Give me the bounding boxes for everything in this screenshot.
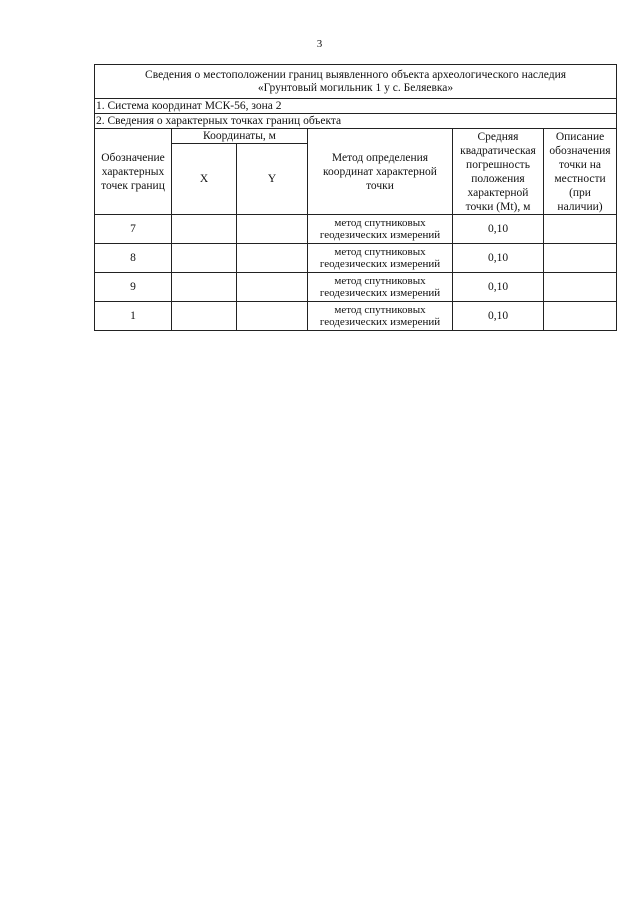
method-line: метод спутниковых: [334, 246, 426, 258]
x-value: [172, 302, 237, 331]
method-line: геодезических измерений: [319, 258, 441, 270]
error-header-line: точки (Mt), м: [465, 200, 531, 213]
x-value: [172, 215, 237, 244]
method-line: геодезических измерений: [319, 287, 441, 299]
description-header-line: точки на: [559, 158, 602, 171]
x-value: [172, 273, 237, 302]
y-value: [237, 273, 308, 302]
method-line: метод спутниковых: [334, 217, 426, 229]
column-header-row-1: [95, 129, 617, 144]
method-value: [308, 302, 453, 331]
method-header-line: координат характерной: [323, 165, 437, 178]
y-value: [237, 302, 308, 331]
point-id: 8: [95, 244, 172, 273]
table-row: [95, 244, 617, 273]
designation-header-line: характерных: [101, 165, 165, 178]
document-title: [95, 65, 617, 99]
error-header: [453, 129, 544, 215]
description-value: [544, 215, 617, 244]
method-value: [308, 273, 453, 302]
error-header-line: квадратическая: [460, 144, 536, 157]
boundary-points-table: [94, 64, 617, 331]
description-header-line: Описание: [555, 130, 605, 143]
error-value: 0,10: [453, 302, 544, 331]
x-value: [172, 244, 237, 273]
title-line-1: Сведения о местоположении границ выявленного объекта археологического наследия: [145, 68, 567, 81]
section-2-row: [95, 114, 617, 129]
description-value: [544, 273, 617, 302]
method-header: [308, 129, 453, 215]
method-line: метод спутниковых: [334, 304, 426, 316]
description-header-line: (при: [569, 186, 591, 199]
error-header-line: погрешность: [466, 158, 530, 171]
error-header-line: положения: [471, 172, 525, 185]
description-value: [544, 244, 617, 273]
method-line: метод спутниковых: [334, 275, 426, 287]
method-line: геодезических измерений: [319, 229, 441, 241]
designation-header: [95, 129, 172, 215]
method-line: геодезических измерений: [319, 316, 441, 328]
table-row: [95, 215, 617, 244]
method-value: [308, 215, 453, 244]
designation-header-line: точек границ: [101, 179, 165, 192]
description-header-line: наличии): [557, 200, 603, 213]
title-row: [95, 65, 617, 99]
description-header-line: местности: [554, 172, 606, 185]
y-header: Y: [237, 144, 308, 215]
title-line-2: «Грунтовый могильник 1 у с. Беляевка»: [257, 81, 454, 94]
method-value: [308, 244, 453, 273]
error-header-line: характерной: [467, 186, 529, 199]
coordinates-header: Координаты, м: [172, 129, 308, 144]
point-id: 7: [95, 215, 172, 244]
error-header-line: Средняя: [477, 130, 519, 143]
page-number: 3: [316, 38, 323, 50]
designation-header-line: Обозначение: [101, 151, 165, 164]
description-header-line: обозначения: [549, 144, 611, 157]
coordinate-system-label: 1. Система координат МСК-56, зона 2: [95, 99, 617, 114]
point-id: 1: [95, 302, 172, 331]
characteristic-points-label: 2. Сведения о характерных точках границ объекта: [95, 114, 617, 129]
error-value: 0,10: [453, 273, 544, 302]
section-1-row: [95, 99, 617, 114]
y-value: [237, 215, 308, 244]
error-value: 0,10: [453, 215, 544, 244]
x-header: X: [172, 144, 237, 215]
description-header: [544, 129, 617, 215]
method-header-line: Метод определения: [331, 151, 429, 164]
description-value: [544, 302, 617, 331]
table-row: [95, 302, 617, 331]
method-header-line: точки: [366, 179, 394, 192]
y-value: [237, 244, 308, 273]
table-row: [95, 273, 617, 302]
error-value: 0,10: [453, 244, 544, 273]
point-id: 9: [95, 273, 172, 302]
